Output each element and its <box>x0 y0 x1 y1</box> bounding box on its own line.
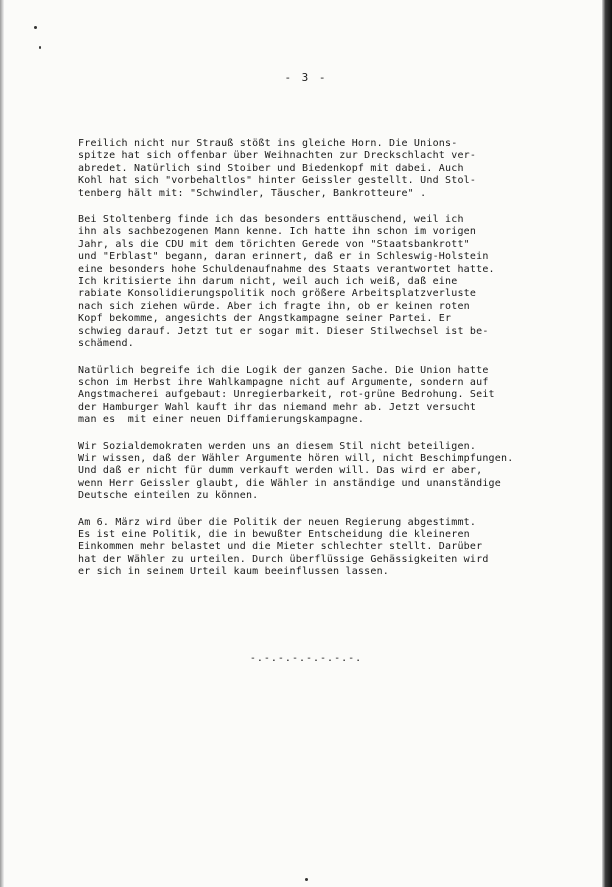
paragraph <box>78 441 553 503</box>
text-line: Angstmacherei aufgebaut: Unregierbarkeit, rot-grüne Bedrohung. Seit <box>78 389 495 401</box>
text-line: spitze hat sich offenbar über Weihnachten zur Dreckschlacht ver- <box>78 150 477 162</box>
text-line: schämend. <box>78 338 134 350</box>
scan-edge-right <box>602 0 612 887</box>
text-line: Am 6. März wird über die Politik der neuen Regierung abgestimmt. <box>78 516 477 528</box>
text-line: schon im Herbst ihre Wahlkampagne nicht auf Argumente, sondern auf <box>78 376 489 388</box>
text-line: ihn als sachbezogenen Mann kenne. Ich hatte ihn schon im vorigen <box>78 226 477 238</box>
text-line: er sich in seinem Urteil kaum beeinflussen lassen. <box>78 566 390 578</box>
text-line: schwieg darauf. Jetzt tut er sogar mit. Dieser Stilwechsel ist be- <box>78 325 489 337</box>
text-line: Einkommen mehr belastet und die Mieter schlechter stellt. Darüber <box>78 541 483 553</box>
page-number: - 3 - <box>284 71 328 84</box>
text-line: Es ist eine Politik, die in bewußter Entscheidung die kleineren <box>78 528 470 540</box>
text-line: rabiate Konsolidierungspolitik noch größere Arbeitsplatzverluste <box>78 288 477 300</box>
paragraph <box>78 214 553 350</box>
text-line: Freilich nicht nur Strauß stößt ins gleiche Horn. Die Unions- <box>78 138 458 149</box>
closing-separator: -.-.-.-.-.-.-.-. <box>249 653 363 664</box>
text-line: Deutsche einteilen zu können. <box>78 490 259 502</box>
text-line: Und daß er nicht für dumm verkauft werden will. Das wird er aber, <box>78 465 483 477</box>
text-line: tenberg hält mit: "Schwindler, Täuscher, Bankrotteure" . <box>78 187 427 199</box>
text-line: Kopf bekomme, angesichts der Angstkampagne seiner Partei. Er <box>78 313 452 325</box>
scan-speck <box>305 878 308 881</box>
paragraph <box>78 365 553 427</box>
text-line: hat der Wähler zu urteilen. Durch überflüssige Gehässigkeiten wird <box>78 553 489 565</box>
text-line: Jahr, als die CDU mit dem törichten Gerede von "Staatsbankrott" <box>78 238 470 250</box>
letter-body <box>78 138 553 593</box>
text-line: eine besonders hohe Schuldenaufnahme des Staats verantwortet hatte. <box>78 263 495 275</box>
text-line: Bei Stoltenberg finde ich das besonders enttäuschend, weil ich <box>78 214 464 226</box>
text-line: der Hamburger Wahl kauft ihr das niemand mehr ab. Jetzt versucht <box>78 401 477 413</box>
text-line: und "Erblast" begann, daran erinnert, daß er in Schleswig-Holstein <box>78 251 489 263</box>
text-line: Wir Sozialdemokraten werden uns an diesem Stil nicht beteiligen. <box>78 440 477 452</box>
text-line: Ich kritisierte ihn darum nicht, weil auch ich weiß, daß eine <box>78 276 458 288</box>
text-line: nach sich ziehen würde. Aber ich fragte ihn, ob er keinen roten <box>78 300 470 312</box>
text-line: Kohl hat sich "vorbehaltlos" hinter Geissler gestellt. Und Stol- <box>78 175 477 187</box>
paragraph <box>78 517 553 579</box>
scan-edge-left <box>0 0 4 887</box>
scan-speck <box>39 46 41 49</box>
text-line: Natürlich begreife ich die Logik der ganzen Sache. Die Union hatte <box>78 364 489 376</box>
text-line: Wir wissen, daß der Wähler Argumente hören will, nicht Beschimpfungen. <box>78 452 514 464</box>
text-line: man es mit einer neuen Diffamierungskampagne. <box>78 414 365 426</box>
scan-speck <box>34 26 37 29</box>
paragraph <box>78 138 553 200</box>
text-line: wenn Herr Geissler glaubt, die Wähler in anständige und unanständige <box>78 477 501 489</box>
text-line: abredet. Natürlich sind Stoiber und Biedenkopf mit dabei. Auch <box>78 162 464 174</box>
